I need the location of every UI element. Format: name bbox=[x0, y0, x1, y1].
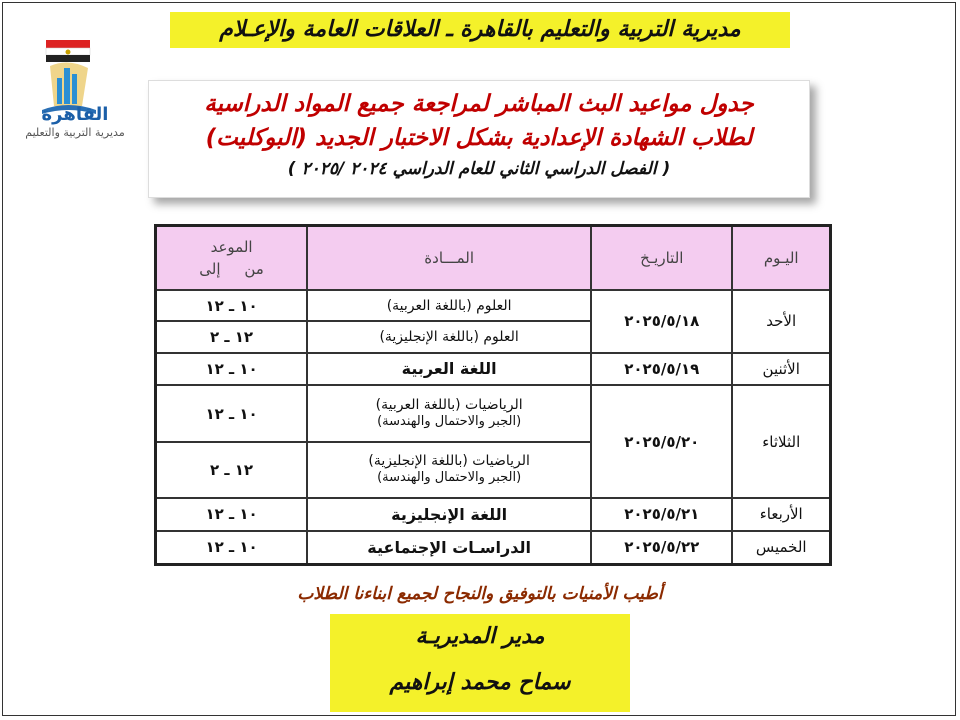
signature-box bbox=[330, 614, 630, 712]
table-row bbox=[156, 531, 831, 565]
title-line-1: جدول مواعيد البث المباشر لمراجعة جميع المواد الدراسية bbox=[204, 91, 754, 117]
title-box bbox=[148, 80, 810, 198]
signer-name: سماح محمد إبراهيم bbox=[389, 670, 571, 695]
top-banner: مديرية التربية والتعليم بالقاهرة ـ العلاقات العامة والإعـلام bbox=[170, 12, 790, 48]
subject-line: (الجبر والاحتمال والهندسة) bbox=[377, 413, 522, 429]
subject-cell bbox=[307, 353, 591, 386]
time-cell: ١٠ ـ ١٢ bbox=[156, 385, 308, 441]
subject-cell bbox=[307, 321, 591, 352]
subject-line: (الجبر والاحتمال والهندسة) bbox=[377, 469, 522, 485]
header-subject: المـــادة bbox=[307, 226, 591, 291]
time-cell: ١٢ ـ ٢ bbox=[156, 442, 308, 498]
subject-line: اللغة الإنجليزية bbox=[391, 504, 508, 524]
subject-line: الدراسـات الإجتماعية bbox=[367, 537, 531, 557]
date-cell: ٢٠٢٥/٥/٢١ bbox=[591, 498, 732, 531]
time-cell: ١٢ ـ ٢ bbox=[156, 321, 308, 352]
subject-cell bbox=[307, 498, 591, 531]
header-time-title: الموعد bbox=[210, 238, 253, 256]
subject-cell bbox=[307, 290, 591, 321]
time-cell: ١٠ ـ ١٢ bbox=[156, 353, 308, 386]
day-cell: الثلاثاء bbox=[732, 385, 830, 498]
subject-line: العلوم (باللغة الإنجليزية) bbox=[379, 328, 519, 345]
subject-line: العلوم (باللغة العربية) bbox=[386, 297, 512, 314]
directorate-logo bbox=[20, 28, 130, 138]
time-cell: ١٠ ـ ١٢ bbox=[156, 531, 308, 565]
header-date: التاريـخ bbox=[591, 226, 732, 291]
day-cell: الأحد bbox=[732, 290, 830, 353]
time-cell: ١٠ ـ ١٢ bbox=[156, 290, 308, 321]
subject-line: الرياضيات (باللغة الإنجليزية) bbox=[368, 452, 530, 469]
logo-caption: مديرية التربية والتعليم bbox=[25, 126, 125, 139]
day-cell: الأثنين bbox=[732, 353, 830, 386]
header-day: اليـوم bbox=[732, 226, 830, 291]
title-line-3: ( الفصل الدراسي الثاني للعام الدراسي ٢٠٢٤ /٢٠٢٥ ) bbox=[287, 159, 671, 179]
logo-city-text: القاهرة bbox=[41, 104, 109, 125]
schedule-table bbox=[154, 224, 832, 566]
date-cell: ٢٠٢٥/٥/٢٢ bbox=[591, 531, 732, 565]
table-row bbox=[156, 290, 831, 321]
table-row bbox=[156, 385, 831, 441]
date-cell: ٢٠٢٥/٥/٢٠ bbox=[591, 385, 732, 498]
table-row bbox=[156, 498, 831, 531]
signer-title: مدير المديريـة bbox=[415, 624, 545, 649]
day-cell: الخميس bbox=[732, 531, 830, 565]
time-cell: ١٠ ـ ١٢ bbox=[156, 498, 308, 531]
subject-cell bbox=[307, 442, 591, 498]
date-cell: ٢٠٢٥/٥/١٩ bbox=[591, 353, 732, 386]
day-cell: الأربعاء bbox=[732, 498, 830, 531]
table-header-row bbox=[156, 226, 831, 291]
header-time-sub: من إلى bbox=[199, 260, 264, 278]
date-cell: ٢٠٢٥/٥/١٨ bbox=[591, 290, 732, 353]
title-line-2: لطلاب الشهادة الإعدادية بشكل الاختبار الجديد (البوكليت) bbox=[205, 125, 753, 151]
table-row bbox=[156, 353, 831, 386]
subject-cell bbox=[307, 385, 591, 441]
subject-line: اللغة العربية bbox=[401, 359, 497, 379]
header-time bbox=[156, 226, 308, 291]
subject-line: الرياضيات (باللغة العربية) bbox=[375, 396, 523, 413]
subject-cell bbox=[307, 531, 591, 565]
footer-wish: أطيب الأمنيات بالتوفيق والنجاح لجميع ابناءنا الطلاب bbox=[297, 584, 663, 604]
